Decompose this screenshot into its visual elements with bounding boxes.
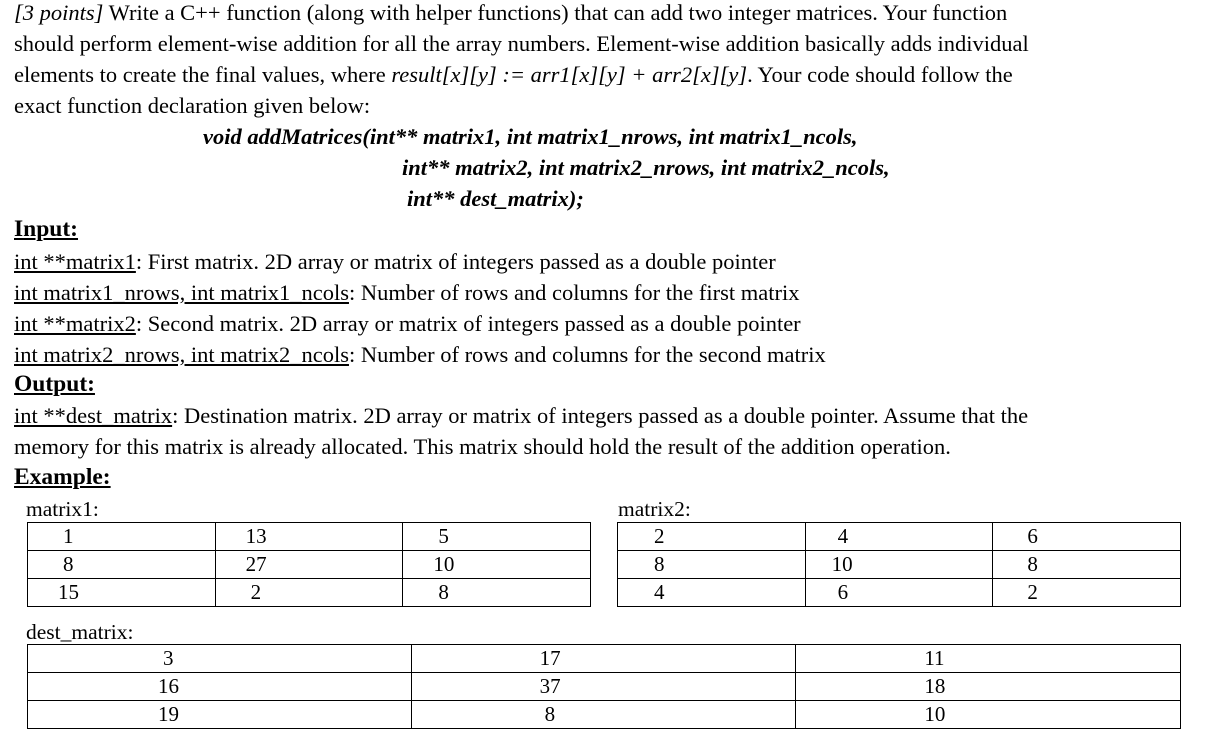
input-item: int **matrix2: Second matrix. 2D array or matrix of integers passed as a double pointer [14, 311, 801, 336]
matrix-cell: 1 [28, 523, 216, 551]
table-row [28, 645, 1181, 673]
declaration-line-3: int** dest_matrix); [407, 186, 584, 211]
problem-statement [14, 0, 1204, 121]
input-item: int **matrix1: First matrix. 2D array or matrix of integers passed as a double pointer [14, 249, 776, 274]
matrix-cell: 15 [28, 579, 216, 607]
matrix-cell: 6 [805, 579, 993, 607]
matrix-cell: 2 [993, 579, 1181, 607]
addition-formula: result[x][y] := arr1[x][y] + arr2[x][y] [391, 62, 748, 87]
matrix-cell: 19 [28, 701, 412, 729]
matrix-cell: 13 [215, 523, 403, 551]
input-term: int matrix1_nrows, int matrix1_ncols [14, 280, 349, 305]
input-term: int **matrix2 [14, 311, 136, 336]
input-heading: Input: [14, 216, 79, 242]
table-row [28, 673, 1181, 701]
matrix-cell: 10 [796, 701, 1181, 729]
table-row [28, 579, 591, 607]
matrix-cell: 4 [805, 523, 993, 551]
matrix-cell: 16 [28, 673, 412, 701]
declaration-line-1: void addMatrices(int** matrix1, int matrix1_nrows, int matrix1_ncols, [203, 124, 858, 149]
output-term: int **dest_matrix [14, 403, 173, 428]
table-row [618, 579, 1181, 607]
matrix2-table [617, 522, 1181, 607]
matrix-cell: 8 [28, 551, 216, 579]
input-item: int matrix2_nrows, int matrix2_ncols: Number of rows and columns for the second matrix [14, 342, 826, 367]
statement-line-1: [3 points] Write a C++ function (along with helper functions) that can add two integer matrices. Your function [14, 0, 1008, 25]
matrix-cell: 27 [215, 551, 403, 579]
matrix1-label: matrix1: [26, 497, 99, 521]
matrix-cell: 8 [411, 701, 796, 729]
matrix-cell: 8 [403, 579, 591, 607]
input-term: int matrix2_nrows, int matrix2_ncols [14, 342, 349, 367]
matrix-cell: 8 [618, 551, 806, 579]
input-term: int **matrix1 [14, 249, 136, 274]
matrix-cell: 10 [805, 551, 993, 579]
matrix-cell: 17 [411, 645, 796, 673]
statement-line-2: should perform element-wise addition for all the array numbers. Element-wise addition basically adds individual [14, 31, 1029, 56]
matrix-cell: 10 [403, 551, 591, 579]
output-desc-line-2: memory for this matrix is already allocated. This matrix should hold the result of the addition operation. [14, 434, 951, 459]
input-item: int matrix1_nrows, int matrix1_ncols: Number of rows and columns for the first matrix [14, 280, 800, 305]
statement-line-3: elements to create the final values, where result[x][y] := arr1[x][y] + arr2[x][y]. Your code should follow the [14, 62, 1013, 87]
matrix-cell: 37 [411, 673, 796, 701]
matrix-cell: 2 [215, 579, 403, 607]
table-row [28, 701, 1181, 729]
matrix-cell: 2 [618, 523, 806, 551]
matrix-cell: 3 [28, 645, 412, 673]
dest-matrix-table [27, 644, 1181, 729]
matrix-cell: 8 [993, 551, 1181, 579]
points-label: [3 points] [14, 0, 104, 25]
output-heading: Output: [14, 371, 95, 397]
output-desc-line-1: int **dest_matrix: Destination matrix. 2D array or matrix of integers passed as a double pointer. Assume that the [14, 403, 1029, 428]
matrix-cell: 4 [618, 579, 806, 607]
dest-matrix-label: dest_matrix: [26, 620, 134, 644]
matrix1-table [27, 522, 591, 607]
matrix-cell: 5 [403, 523, 591, 551]
example-heading: Example: [14, 464, 111, 490]
table-row [28, 551, 591, 579]
table-row [618, 523, 1181, 551]
declaration-line-2: int** matrix2, int matrix2_nrows, int matrix2_ncols, [402, 155, 890, 180]
matrix-cell: 11 [796, 645, 1181, 673]
table-row [28, 523, 591, 551]
matrix2-label: matrix2: [618, 497, 691, 521]
matrix-cell: 6 [993, 523, 1181, 551]
statement-line-4: exact function declaration given below: [14, 93, 371, 118]
table-row [618, 551, 1181, 579]
matrix-cell: 18 [796, 673, 1181, 701]
